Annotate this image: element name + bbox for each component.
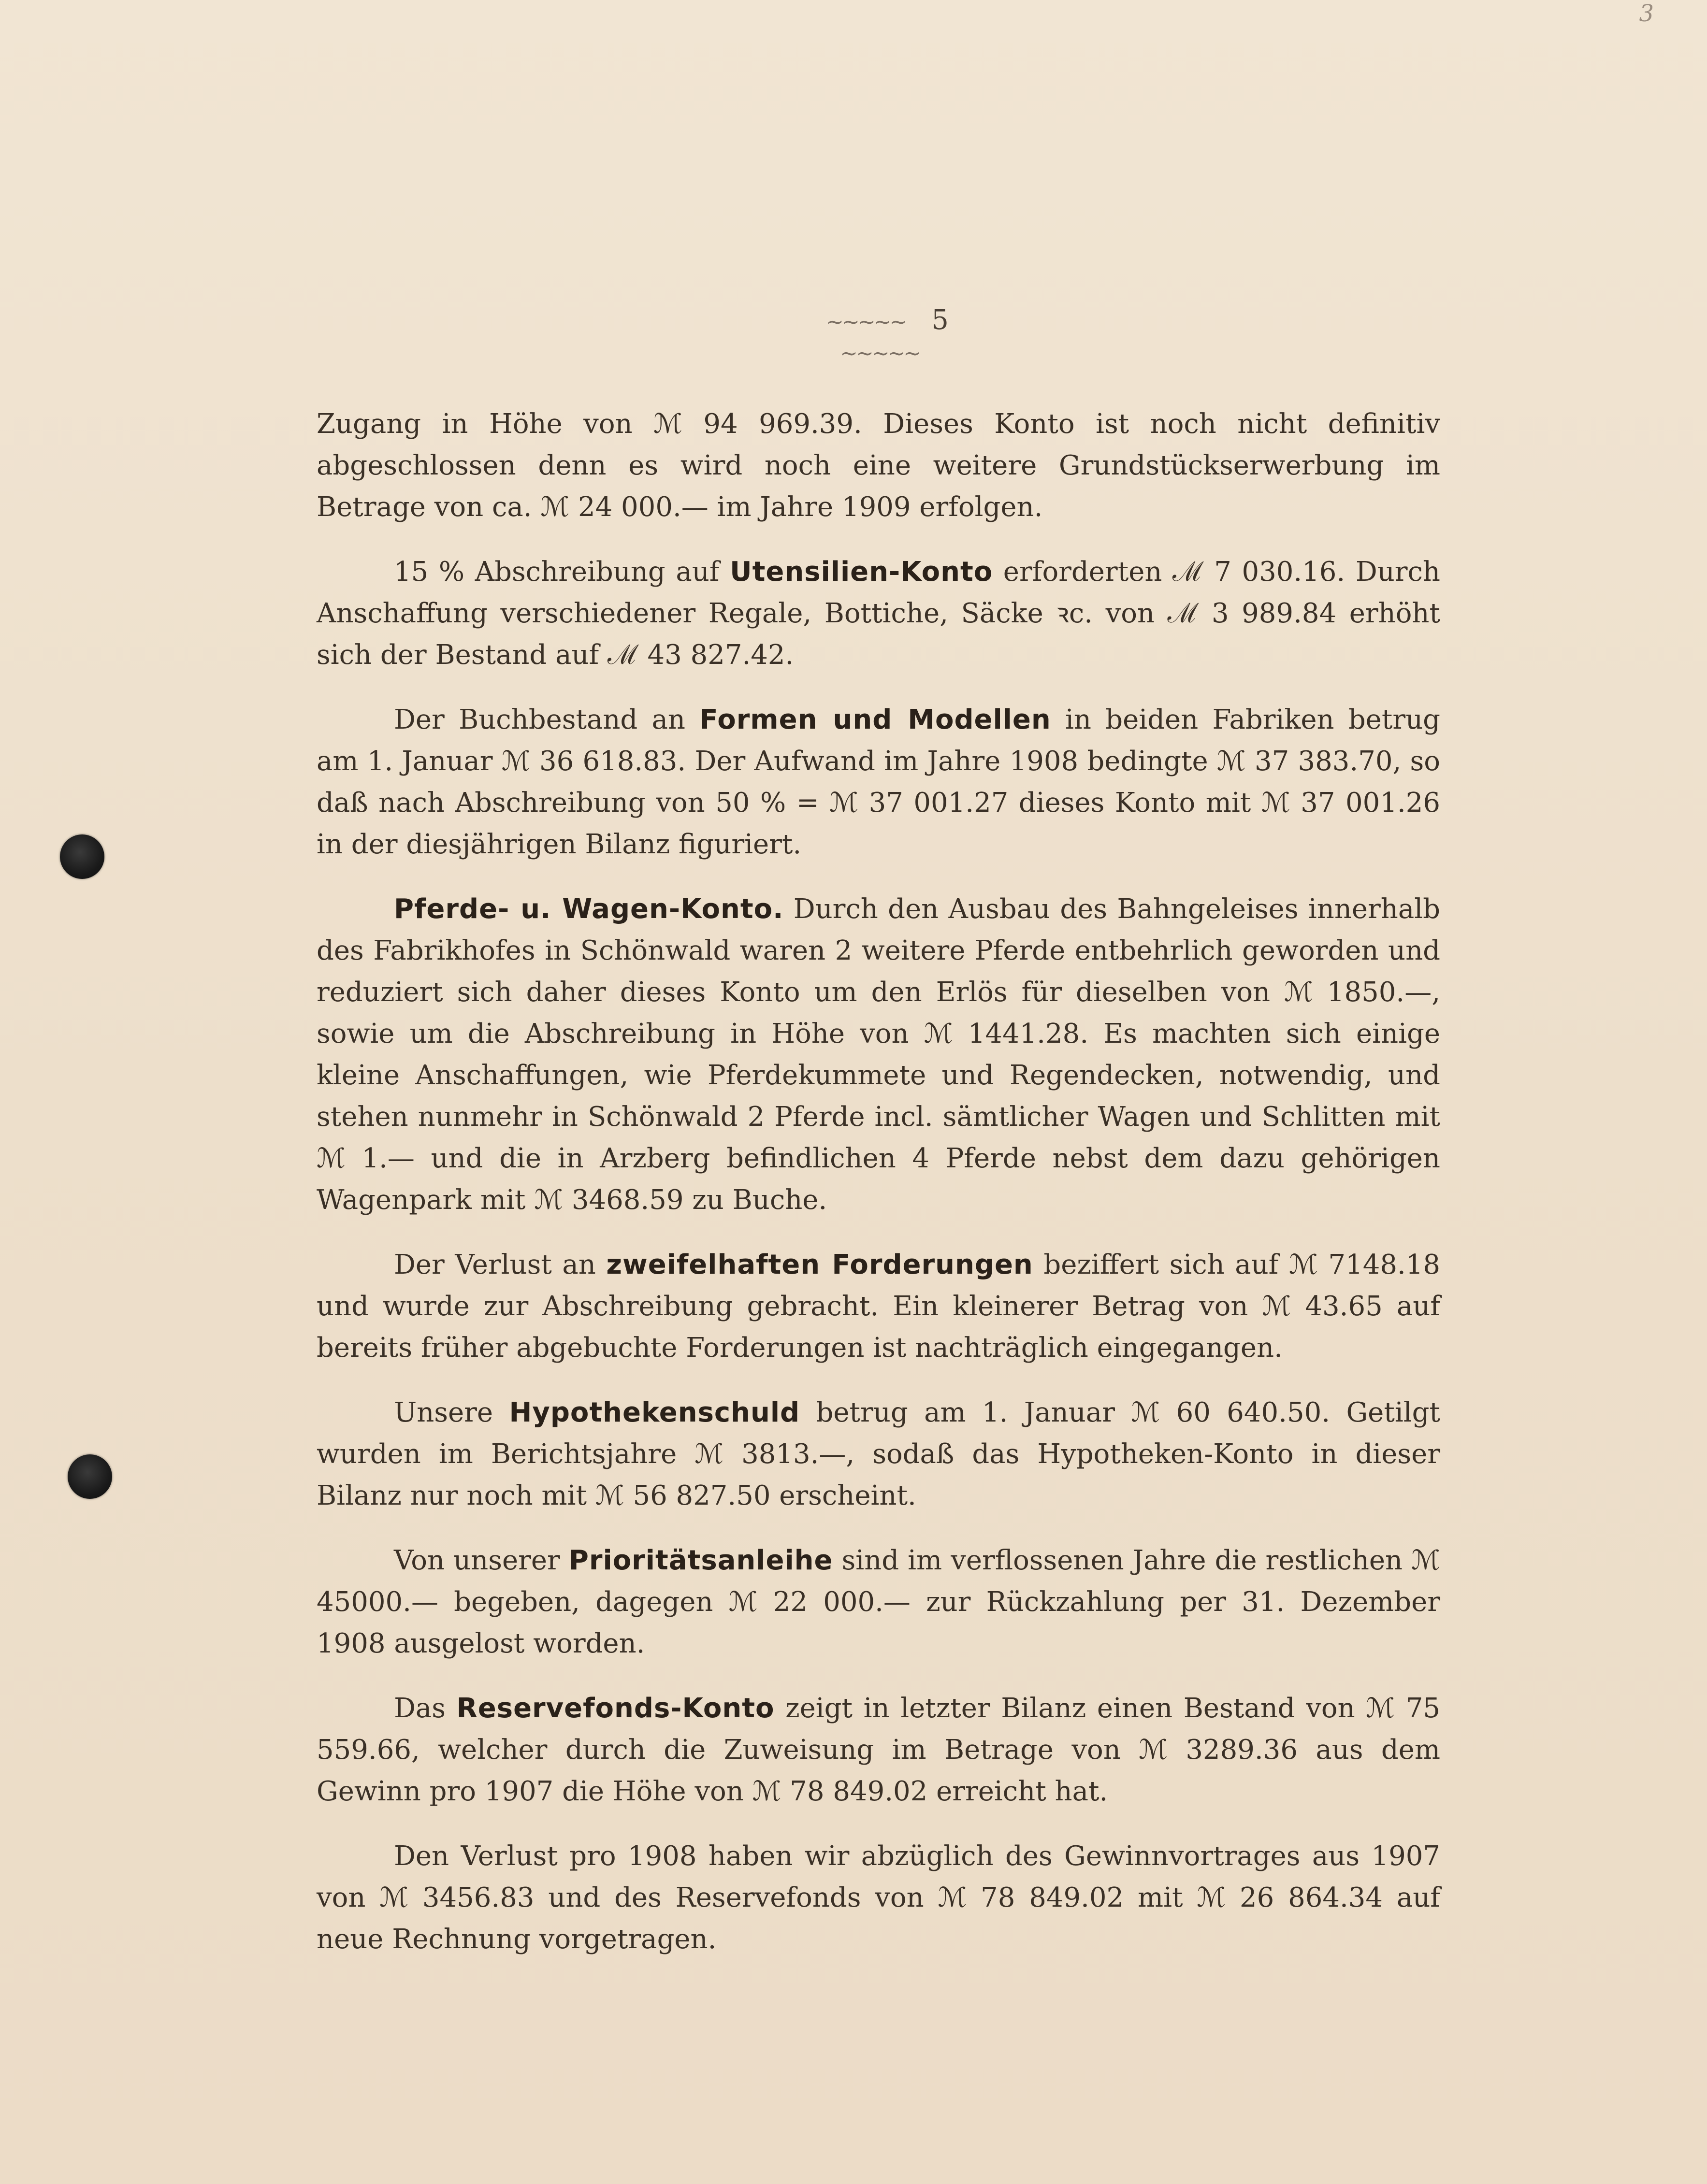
- paragraph-verlust: [317, 1836, 1440, 1960]
- term-formen-modellen: Formen und Modellen: [699, 704, 1051, 735]
- paragraph-reservefonds: [317, 1688, 1440, 1812]
- paragraph-text: Das: [394, 1693, 457, 1724]
- ornament-right: ~~~~~: [839, 341, 920, 366]
- paragraph-text: erforderten ℳ 7 030.16. Durch Anschaffung verschiedener Regale, Bottiche, Säcke ꝛc. von ℳ 3 989.84 erhöht sich der Bestand auf ℳ 43 827.42.: [317, 556, 1440, 671]
- paragraph-formen: [317, 699, 1440, 865]
- punch-hole-lower: [68, 1454, 112, 1499]
- paragraph-text: Unsere: [394, 1397, 509, 1428]
- punch-hole-upper: [60, 834, 104, 879]
- body-text: [317, 403, 1440, 1983]
- paragraph-text: Zugang in Höhe von ℳ 94 969.39. Dieses Konto ist noch nicht definitiv abgeschlossen denn es wird noch eine weitere Grundstückserwerbung im Betrage von ca. ℳ 24 000.— im Jahre 1909 erfolgen.: [317, 408, 1440, 523]
- term-zweifelhafte-forderungen: zweifelhaften Forderungen: [606, 1249, 1033, 1280]
- paragraph-text: zeigt in letzter Bilanz einen Bestand von ℳ 75 559.66, welcher durch die Zuweisung im Betrage von ℳ 3289.36 aus dem Gewinn pro 1907 die Höhe von ℳ 78 849.02 erreicht hat.: [317, 1693, 1440, 1807]
- term-pferde-wagen-konto: Pferde- u. Wagen-Konto.: [394, 893, 784, 925]
- paragraph-text: in beiden Fabriken betrug am 1. Januar ℳ 36 618.83. Der Aufwand im Jahre 1908 bedingte ℳ 37 383.70, so daß nach Abschreibung von 50 % = ℳ 37 001.27 dieses Konto mit ℳ 37 001.26 in der diesjährigen Bilanz figuriert.: [317, 704, 1441, 860]
- paragraph-text: betrug am 1. Januar ℳ 60 640.50. Getilgt wurden im Berichtsjahre ℳ 3813.—, sodaß das Hypotheken-Konto in dieser Bilanz nur noch mit ℳ 56 827.50 erscheint.: [317, 1397, 1440, 1511]
- paragraph-pferde: [317, 889, 1440, 1221]
- paragraph-text: Von unserer: [394, 1545, 569, 1576]
- paragraph-text: beziffert sich auf ℳ 7148.18 und wurde zur Abschreibung gebracht. Ein kleinerer Betrag von ℳ 43.65 auf bereits früher abgebuchte Forderungen ist nachträglich eingegangen.: [317, 1249, 1441, 1364]
- page-number-header: [754, 304, 1005, 367]
- term-hypothekenschuld: Hypothekenschuld: [509, 1397, 800, 1428]
- paragraph-zugang: [317, 403, 1440, 528]
- paragraph-hypothek: [317, 1392, 1440, 1517]
- paragraph-text: Der Buchbestand an: [394, 704, 700, 735]
- term-reservefonds-konto: Reservefonds-Konto: [456, 1693, 775, 1724]
- term-prioritaetsanleihe: Prioritätsanleihe: [568, 1545, 833, 1576]
- paragraph-text: Durch den Ausbau des Bahngeleises innerhalb des Fabrikhofes in Schönwald waren 2 weitere Pferde entbehrlich geworden und reduziert sich daher dieses Konto um den Erlös für dieselben von ℳ 1850.—, sowie um die Abschreibung in Höhe von ℳ 1441.28. Es machten sich einige kleine Anschaffungen, wie Pferdekummete und Regendecken, notwendig, und stehen nunmehr in Schönwald 2 Pferde incl. sämtlicher Wagen und Schlitten mit ℳ 1.— und die in Arzberg befindlichen 4 Pferde nebst dem dazu gehörigen Wagenpark mit ℳ 3468.59 zu Buche.: [317, 893, 1441, 1216]
- page-number: 5: [931, 304, 950, 336]
- paragraph-utensilien: [317, 551, 1440, 676]
- paragraph-text: Der Verlust an: [394, 1249, 607, 1280]
- paragraph-text: sind im verflossenen Jahre die restlichen ℳ 45000.— begeben, dagegen ℳ 22 000.— zur Rückzahlung per 31. Dezember 1908 ausgelost worden.: [317, 1545, 1441, 1659]
- ornament-left: ~~~~~: [826, 310, 906, 334]
- paragraph-text: Den Verlust pro 1908 haben wir abzüglich des Gewinnvortrages aus 1907 von ℳ 3456.83 und des Reservefonds von ℳ 78 849.02 mit ℳ 26 864.34 auf neue Rechnung vorgetragen.: [317, 1840, 1440, 1955]
- paragraph-prioritaet: [317, 1540, 1440, 1665]
- corner-pencil-mark: 3: [1639, 0, 1654, 27]
- term-utensilien-konto: Utensilien-Konto: [730, 556, 993, 588]
- paragraph-text: 15 % Abschreibung auf: [394, 556, 730, 588]
- paragraph-forderungen: [317, 1244, 1440, 1369]
